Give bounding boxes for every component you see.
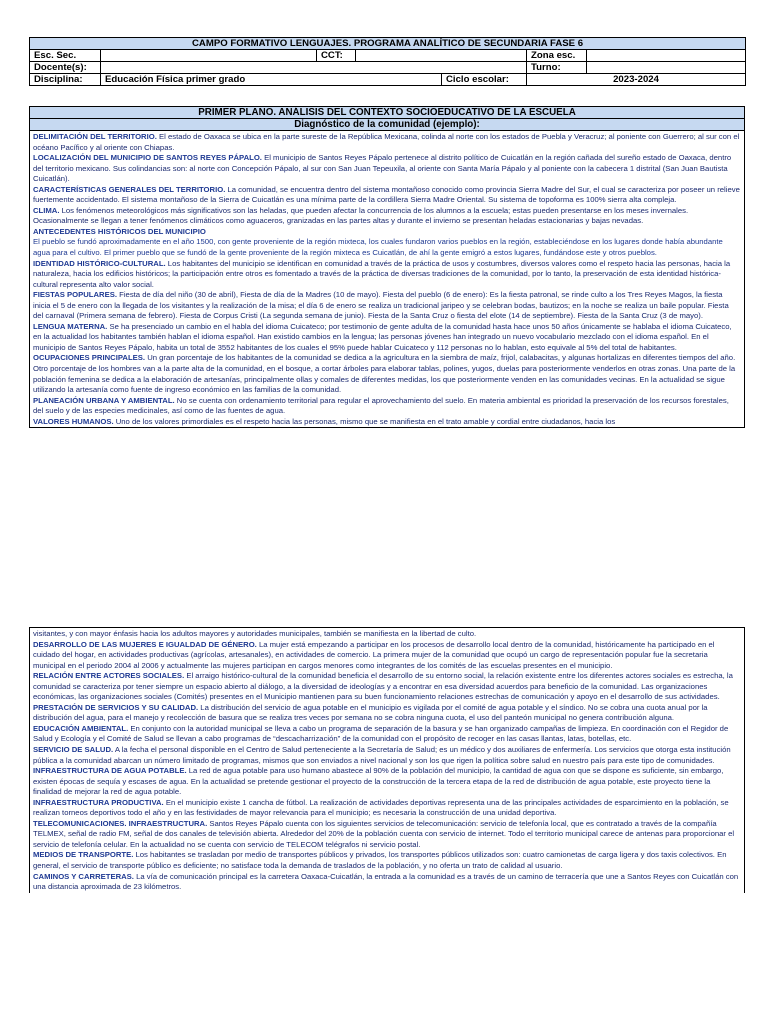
paragraph-text: El arraigo histórico-cultural de la comunidad beneficia el desarrollo de su entorno social, la relación existente entre los diferentes actores sociales es estrecha, la comunidad se caracteriza por tener siempre un espacio abierto al diálogo, a la diversidad de ideologías y a encontrar en esa diversidad acuerdos para beneficio de la comunidad. Las organizaciones económicas, las organizaciones sociales (Comités) presentes en el Municipio mantienen para su buen funcionamiento relaciones estrechas de comunicación y apoyo en el desarrollo de sus actividades. bbox=[33, 671, 733, 702]
paragraph bbox=[33, 766, 741, 798]
paragraph bbox=[33, 227, 741, 238]
paragraph-heading: FIESTAS POPULARES. bbox=[33, 290, 118, 300]
paragraph bbox=[33, 206, 741, 227]
paragraph-text: El municipio de Santos Reyes Pápalo pertenece al distrito político de Cuicatlán en la región cañada del sureño estado de Oaxaca, dentro del territorio mexicano. Sus colindancias son: al norte con Concepción Pápalo, al sur con San Juan Tepeuxila, al oriente con Santa María Pápalo y al poniente con la cabecera 1 distrital (San Juan Bautista Cuicatlán). bbox=[33, 153, 732, 184]
paragraph-text: Un gran porcentaje de los habitantes de la comunidad se dedica a la agricultura en la siembra de maíz, frijol, calabacitas, y algunas hortalizas en diferentes tiempos del año. Otro porcentaje de los hombres van a la parte alta de la comunidad, en el bosque, a cortar árboles para elaborar tablas, polines, yugos, duelas para posteriormente venderlos en otras zonas. Una parte de la población femenina se dedica a la elaboración de artesanías, principalmente ollas y comales de diferentes medidas, los que posteriormente venden en las comunidades vecinas. En la actualidad se sigue utilizando la artesanía como fuente de ingreso económico en las familias de la comunidad. bbox=[33, 353, 736, 395]
paragraph-heading: DELIMITACIÓN DEL TERRITORIO. bbox=[33, 132, 157, 141]
diagnostic-content-page2 bbox=[30, 628, 744, 893]
paragraph-text: A la fecha el personal disponible en el Centro de Salud perteneciente a la Secretaría de Salud; es un médico y dos auxiliares de enfermería. Los servicios que otorga esta institución pública a la comunidad abarcan un número limitado de programas, mismos que son enviados a nivel nacional y son los que rigen la política sobre salud en nuestro país para este tipo de comunidades. bbox=[33, 745, 731, 765]
ciclo-value: 2023-2024 bbox=[527, 74, 746, 86]
program-header-table bbox=[29, 37, 746, 86]
paragraph bbox=[33, 671, 741, 703]
paragraph bbox=[33, 353, 741, 395]
paragraph-heading: CAMINOS Y CARRETERAS. bbox=[33, 871, 134, 881]
paragraph-text: Santos Reyes Pápalo cuenta con los siguientes servicios de telecomunicación: servicio de telefonía local, que es contratado a través de la compañía TELMEX, señal de radio FM, señal de dos canales de televisión abierta. Alrededor del 20% de la población cuenta con servicio de internet. Todo el territorio municipal carece de antenas para proporcionar el servicio de telefonía celular. En la actualidad no se cuenta con servicio de TELECOM telégrafos ni servicio postal. bbox=[33, 818, 735, 849]
paragraph bbox=[33, 396, 741, 417]
paragraph bbox=[33, 745, 741, 766]
program-title: CAMPO FORMATIVO LENGUAJES. PROGRAMA ANALÍTICO DE SECUNDARIA FASE 6 bbox=[30, 38, 746, 50]
paragraph bbox=[33, 819, 741, 851]
paragraph-heading: EDUCACIÓN AMBIENTAL. bbox=[33, 723, 129, 733]
paragraph-text: visitantes, y con mayor énfasis hacia los adultos mayores y autoridades municipales, también se manifiesta en la libertad de culto. bbox=[33, 629, 477, 638]
zona-field[interactable] bbox=[587, 50, 746, 62]
disciplina-label: Disciplina: bbox=[30, 74, 101, 86]
paragraph-heading: ANTECEDENTES HISTÓRICOS DEL MUNICIPIO bbox=[33, 226, 206, 236]
paragraph-heading: SERVICIO DE SALUD. bbox=[33, 745, 114, 755]
paragraph-text: La red de agua potable para uso humano abastece al 90% de la población del municipio, la cantidad de agua con que se dispone es suficiente, sin embargo, existen épocas de sequía y escases de agua. En la actualidad se pretende gestionar el proyecto de la construcción de la tercera etapa de la red de distribución de agua potable, este proyecto tiene la finalidad de mejorar la red de agua potable. bbox=[33, 766, 724, 797]
paragraph bbox=[33, 629, 741, 640]
esc-sec-label: Esc. Sec. bbox=[30, 50, 101, 62]
paragraph-text: Fiesta de día del niño (30 de abril), Fiesta de día de la Madres (10 de mayo). Fiesta del pueblo (6 de enero): Es la fiesta patronal, se rinde culto a los Tres Reyes Magos, la fiesta inicia el 5 de enero con la llegada de los visitantes y la realización de la misa; el día 6 de enero se realiza un tradicional jaripeo y se celebran bodas, bautizos; en la noche se realiza un baile popular. Fiesta del carnaval (Primera semana de febrero). Fiesta de Corpus Cristi (La segunda semana de junio). Fiesta de la Santa Cruz o fiesta del elote (14 de septiembre). Fiesta de la Santa Cruz (3 de mayo). bbox=[33, 290, 729, 321]
section-title: PRIMER PLANO. ANÁLISIS DEL CONTEXTO SOCIOEDUCATIVO DE LA ESCUELA bbox=[30, 107, 744, 119]
program-header bbox=[29, 37, 745, 86]
paragraph bbox=[33, 872, 741, 893]
paragraph-heading: RELACIÓN ENTRE ACTORES SOCIALES. bbox=[33, 671, 185, 681]
paragraph-text: Uno de los valores primordiales es el respeto hacia las personas, mismo que se manifiesta en el trato amable y cordial entre ciudadanos, hacia los bbox=[113, 416, 616, 426]
paragraph-text: Los habitantes se trasladan por medio de transportes públicos y privados, los transportes públicos utilizados son: cuatro camionetas de carga ligera y dos taxis colectivos. En general, el servicio de transporte público es deficiente; no satisface toda la demanda de traslados de la población, y no oferta un trato de calidad al usuario. bbox=[33, 850, 727, 871]
diagnostic-box-page2 bbox=[29, 627, 745, 893]
disciplina-value: Educación Física primer grado bbox=[101, 74, 442, 86]
paragraph bbox=[33, 640, 741, 672]
esc-sec-field[interactable] bbox=[101, 50, 317, 62]
paragraph bbox=[33, 290, 741, 322]
paragraph-text: No se cuenta con ordenamiento territorial para regular el aprovechamiento del suelo. En materia ambiental es prioridad la preservación de los recursos forestales, del suelo y de las especies medicinales, así como de las fuentes de agua. bbox=[33, 395, 729, 416]
paragraph-heading: LENGUA MATERNA. bbox=[33, 321, 108, 331]
zona-label: Zona esc. bbox=[527, 50, 587, 62]
paragraph bbox=[33, 417, 741, 428]
paragraph-heading: CLIMA. bbox=[33, 205, 60, 215]
paragraph-text: Los habitantes del municipio se identifican en comunidad a través de la práctica de usos y costumbres, diversos valores como el respeto hacia las personas, hacia la naturaleza, hacia los edificios históricos; la participación entre otros es fomentado a través de la práctica de diversas tradiciones de la comunidad, por lo tanto, la preservación de esta identidad histórica-cultural representa alto valor social. bbox=[33, 258, 731, 289]
paragraph-text: La distribución del servicio de agua potable en el municipio es vigilada por el comité de agua potable y el síndico. No se cobra una cuota anual por la distribución del agua, para el manejo y recolección de basura que se realiza tres veces por semana no se cobra ninguna cuota, el uso del panteón municipal no genera contribución alguna. bbox=[33, 702, 708, 723]
paragraph bbox=[33, 850, 741, 871]
paragraph bbox=[33, 322, 741, 354]
paragraph-heading: INFRAESTRUCTURA DE AGUA POTABLE. bbox=[33, 766, 187, 776]
ciclo-label: Ciclo escolar: bbox=[442, 74, 527, 86]
cct-field[interactable] bbox=[356, 50, 527, 62]
cct-label: CCT: bbox=[317, 50, 356, 62]
paragraph-text: La vía de comunicación principal es la carretera Oaxaca-Cuicatlán, la entrada a la comunidad es a través de un camino de terracería que une a Santos Reyes con Cuicatlán con una distancia aproximada de 23 kilómetros. bbox=[33, 871, 739, 892]
paragraph bbox=[33, 237, 741, 258]
paragraph-text: Los fenómenos meteorológicos más significativos son las heladas, que pueden afectar la concurrencia de los alumnos a la escuela; estas pueden presentarse en los meses invernales. Ocasionalmente se llegan a tener fenómenos climáticos como aguaceros, granizadas en las partes altas y durante el invierno se presentan heladas estacionarias y bajas nevadas. bbox=[33, 205, 689, 226]
paragraph-heading: PRESTACIÓN DE SERVICIOS Y SU CALIDAD. bbox=[33, 702, 199, 712]
section-subtitle: Diagnóstico de la comunidad (ejemplo): bbox=[30, 119, 744, 131]
paragraph bbox=[33, 153, 741, 185]
paragraph bbox=[33, 724, 741, 745]
paragraph-heading: VALORES HUMANOS. bbox=[33, 416, 114, 426]
paragraph-text: La comunidad, se encuentra dentro del sistema montañoso conocido como provincia Sierra Madre del Sur, el cual se caracteriza por poseer un relieve fuertemente accidentado. El sistema montañoso de la Sierra de Cuicatlán es una mínima parte de la cordillera Sierra Madre Oriental. Su sistema de topoforma es 100% sierra alta compleja. bbox=[33, 184, 740, 205]
paragraph bbox=[33, 798, 741, 819]
turno-field[interactable] bbox=[587, 62, 746, 74]
paragraph bbox=[33, 259, 741, 291]
paragraph-heading: MEDIOS DE TRANSPORTE. bbox=[33, 850, 134, 860]
paragraph-heading: INFRAESTRUCTURA PRODUCTIVA. bbox=[33, 797, 164, 807]
paragraph-heading: LOCALIZACIÓN DEL MUNICIPIO DE SANTOS REYES PÁPALO. bbox=[33, 153, 262, 163]
paragraph-heading: PLANEACIÓN URBANA Y AMBIENTAL. bbox=[33, 395, 175, 405]
paragraph bbox=[33, 132, 741, 153]
paragraph-text: En conjunto con la autoridad municipal se lleva a cabo un programa de separación de la basura y se han organizado campañas de limpieza. En coordinación con el Regidor de Salud y Ecología y el Comité de Salud se llevan a cabo programas de “descacharrización” de la comunidad con el propósito de recoger en las casas llantas, latas, botellas, etc. bbox=[33, 723, 729, 744]
paragraph bbox=[33, 703, 741, 724]
docente-field[interactable] bbox=[101, 62, 527, 74]
paragraph-text: La mujer está empezando a participar en los procesos de desarrollo local dentro de la comunidad, históricamente ha participado en el cuidado del hogar, en actividades productivas (agrícolas, artesanales), en actividades de comercio. La primera mujer de la comunidad que ocupó un cargo de representación popular fue la secretaria municipal en el periodo 2004 al 2006 y actualmente las mujeres participan en cargos menores como integrantes de los comités de las escuelas presentes en el municipio. bbox=[33, 639, 715, 670]
paragraph-text: Se ha presenciado un cambio en el habla del idioma Cuicateco; por testimonio de gente adulta de la comunidad hasta hace unos 50 años únicamente se hablaba el idioma Cuicateco, en la actualidad los habitantes también hablan el idioma español. Han existido cambios en la lengua; las personas jóvenes han integrado un nuevo vocabulario mezclado con el idioma español. En el municipio de Santos Reyes Pápalo, habita un total de 3552 habitantes de los cuales el 95% puede hablar Cuicateco y 112 personas no lo hablan, esto equivale al 5% del total de habitantes. bbox=[33, 321, 732, 352]
turno-label: Turno: bbox=[527, 62, 587, 74]
paragraph-text: En el municipio existe 1 cancha de fútbol. La realización de actividades deportivas representa una de las principales actividades de esparcimiento en la población, se realizan torneos deportivos todo el año y en las festividades de mayor relevancia para el municipio; es necesaria la construcción de una unidad deportiva. bbox=[33, 797, 729, 818]
diagnostic-box-page1 bbox=[29, 106, 745, 428]
paragraph-heading: CARACTERÍSTICAS GENERALES DEL TERRITORIO. bbox=[33, 184, 226, 194]
paragraph-text: El pueblo se fundó aproximadamente en el año 1500, con gente proveniente de la región mixteca, los cuales fundaron varios pueblos en la región, estableciéndose en los lugares donde había abundante agua para el cultivo. El primer pueblo que se fundó de la gente proveniente de la región mixteca es Cuicatlán, de ahí la gente emigró a estos lugares, fundándose este y otros pueblos. bbox=[33, 237, 723, 258]
paragraph-heading: OCUPACIONES PRINCIPALES. bbox=[33, 353, 146, 363]
paragraph-heading: DESARROLLO DE LAS MUJERES E IGUALDAD DE GÉNERO. bbox=[33, 639, 257, 649]
paragraph bbox=[33, 185, 741, 206]
docente-label: Docente(s): bbox=[30, 62, 101, 74]
paragraph-text: El estado de Oaxaca se ubica en la parte sureste de la República Mexicana, colinda al norte con los estados de Puebla y Veracruz; al poniente con Guerrero; al sur con el océano Pacífico y al oriente con Chiapas. bbox=[33, 132, 740, 152]
paragraph-heading: TELECOMUNICACIONES. INFRAESTRUCTURA. bbox=[33, 818, 208, 828]
diagnostic-content-page1 bbox=[30, 131, 744, 427]
paragraph-heading: IDENTIDAD HISTÓRICO-CULTURAL. bbox=[33, 258, 166, 268]
